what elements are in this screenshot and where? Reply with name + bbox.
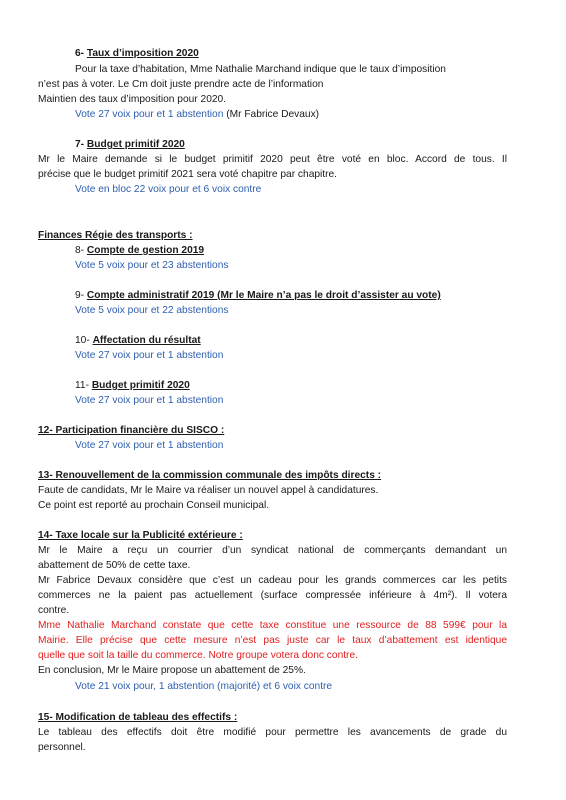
section-15-text-1: Le tableau des effectifs doit être modifié pour permettre les avancements de grade du bbox=[38, 727, 507, 738]
section-14-title: 14- Taxe locale sur la Publicité extérieure : bbox=[38, 530, 243, 541]
section-13-title: 13- Renouvellement de la commission communale des impôts directs : bbox=[38, 470, 382, 481]
section-7-text-1: Mr le Maire demande si le budget primitif 2020 peut être voté en bloc. Accord de tous. Il bbox=[38, 154, 507, 165]
section-14-highlight-3: quelle que soit la taille du commerce. Notre groupe votera donc contre. bbox=[38, 650, 358, 661]
section-13-text-2: Ce point est reporté au prochain Conseil municipal. bbox=[38, 500, 270, 511]
regie-item-9-number: 9- bbox=[75, 290, 87, 301]
section-14-text-3: Mr Fabrice Devaux considère que c’est un cadeau pour les grands commerces car les petits bbox=[38, 575, 507, 586]
section-14-text-5: contre. bbox=[38, 605, 70, 616]
section-7-heading bbox=[75, 137, 185, 152]
section-14-vote: Vote 21 voix pour, 1 abstention (majorité) et 6 voix contre bbox=[75, 681, 333, 692]
regie-item-9-title: Compte administratif 2019 (Mr le Maire n’a pas le droit d’assister au vote) bbox=[86, 290, 441, 301]
section-14-text-6: En conclusion, Mr le Maire propose un abattement de 25%. bbox=[38, 665, 306, 676]
section-6-vote-note: (Mr Fabrice Devaux) bbox=[223, 109, 320, 120]
regie-item-9-vote: Vote 5 voix pour et 22 abstentions bbox=[75, 305, 229, 316]
section-14-text-1: Mr le Maire a reçu un courrier d’un syndicat national de commerçants demandant un bbox=[38, 545, 507, 556]
section-6-heading bbox=[75, 46, 199, 61]
regie-item-11-number: 11- bbox=[75, 380, 92, 391]
section-6-text-2: n’est pas à voter. Le Cm doit juste prendre acte de l’information bbox=[38, 79, 324, 90]
section-14-highlight-1: Mme Nathalie Marchand constate que cette taxe constitue une ressource de 88 599€ pour la bbox=[38, 620, 507, 631]
section-6-text-3: Maintien des taux d’imposition pour 2020. bbox=[38, 94, 227, 105]
section-15-title: 15- Modification de tableau des effectifs : bbox=[38, 712, 238, 723]
regie-item-10-title: Affectation du résultat bbox=[92, 335, 201, 346]
section-6-vote bbox=[75, 107, 319, 122]
section-12-title: 12- Participation financière du SISCO : bbox=[38, 425, 225, 436]
section-6-title: Taux d’imposition 2020 bbox=[86, 48, 199, 59]
regie-item-11-vote: Vote 27 voix pour et 1 abstention bbox=[75, 395, 224, 406]
regie-item-8-heading bbox=[75, 243, 204, 258]
regie-item-11-title: Budget primitif 2020 bbox=[91, 380, 190, 391]
regie-item-10-heading bbox=[75, 333, 201, 348]
regie-item-8-number: 8- bbox=[75, 245, 87, 256]
regie-item-10-number: 10- bbox=[75, 335, 93, 346]
regie-heading: Finances Régie des transports : bbox=[38, 230, 193, 241]
regie-item-8-vote: Vote 5 voix pour et 23 abstentions bbox=[75, 260, 229, 271]
section-14-text-4: commerces ne la paient pas actuellement (surface compressée inférieure à 4m²). Il votera bbox=[38, 590, 507, 601]
regie-item-8-title: Compte de gestion 2019 bbox=[86, 245, 205, 256]
regie-item-9-heading bbox=[75, 288, 441, 303]
section-6-number: 6- bbox=[75, 48, 87, 59]
section-7-number: 7- bbox=[75, 139, 87, 150]
section-7-title: Budget primitif 2020 bbox=[86, 139, 185, 150]
regie-item-11-heading bbox=[75, 378, 190, 393]
section-13-text-1: Faute de candidats, Mr le Maire va réaliser un nouvel appel à candidatures. bbox=[38, 485, 379, 496]
regie-item-10-vote: Vote 27 voix pour et 1 abstention bbox=[75, 350, 224, 361]
section-14-text-2: abattement de 50% de cette taxe. bbox=[38, 560, 191, 571]
section-7-vote: Vote en bloc 22 voix pour et 6 voix contre bbox=[75, 184, 262, 195]
section-15-text-2: personnel. bbox=[38, 742, 86, 753]
section-12-vote: Vote 27 voix pour et 1 abstention bbox=[75, 440, 224, 451]
section-14-highlight-2: Mairie. Elle précise que cette mesure n’est pas juste car le taux d’abattement est identique bbox=[38, 635, 507, 646]
section-7-text-2: précise que le budget primitif 2021 sera voté chapitre par chapitre. bbox=[38, 169, 338, 180]
section-6-text-1: Pour la taxe d’habitation, Mme Nathalie Marchand indique que le taux d’imposition bbox=[75, 64, 446, 75]
section-6-vote-result: Vote 27 voix pour et 1 abstention bbox=[75, 109, 224, 120]
